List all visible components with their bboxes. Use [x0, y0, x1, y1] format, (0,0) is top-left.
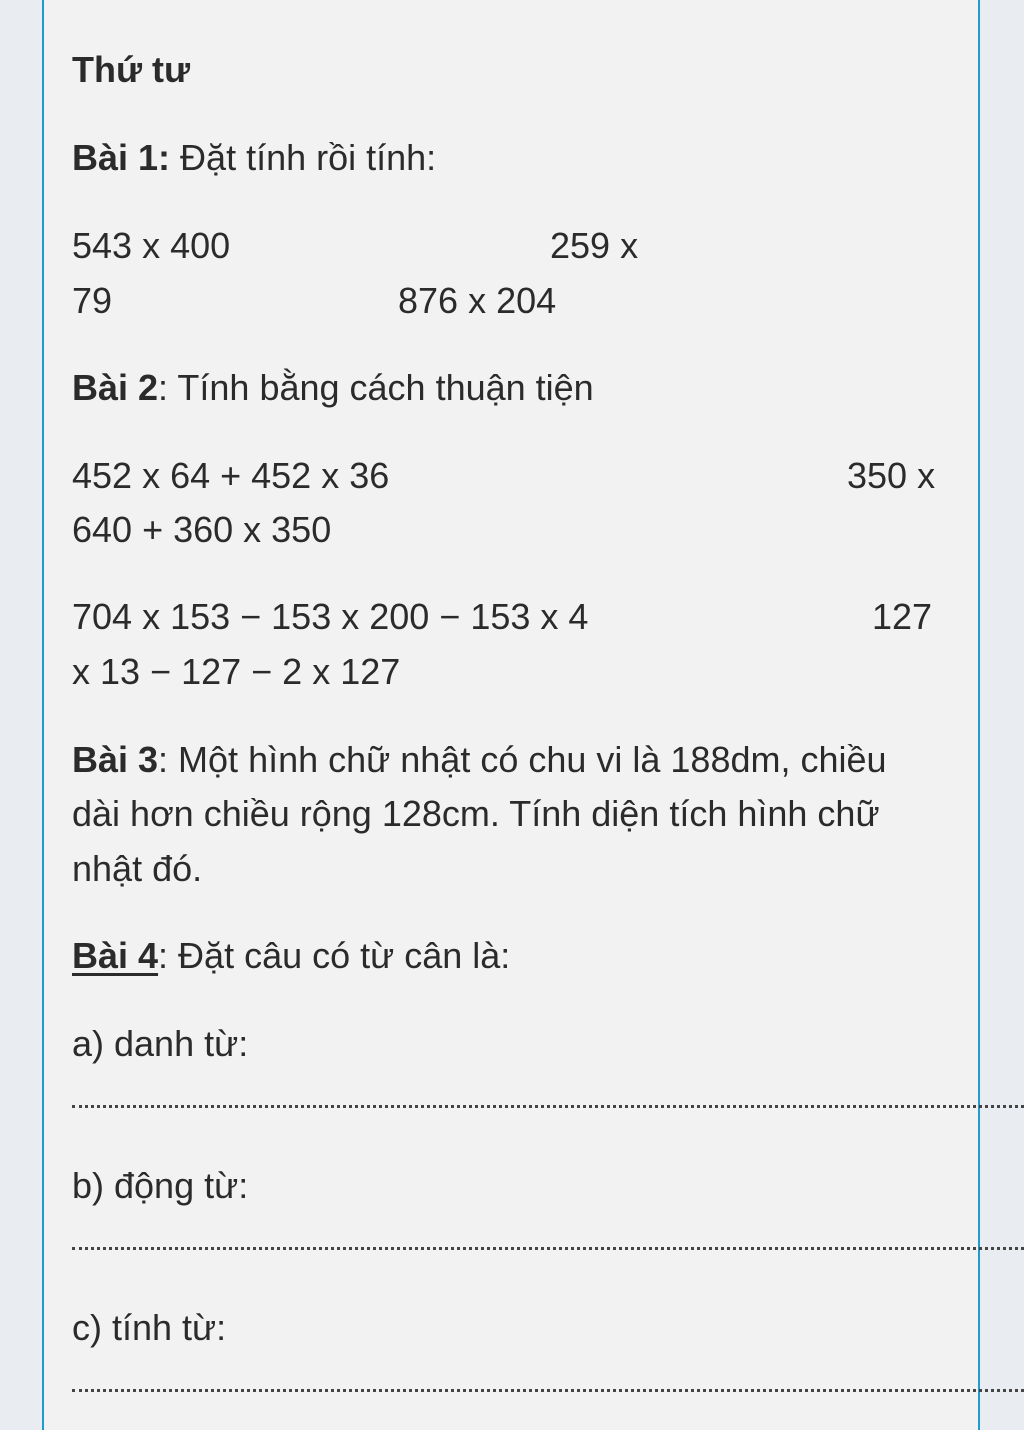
- bai4-item-c: c) tính từ:: [72, 1307, 227, 1348]
- bai2-heading: [72, 366, 594, 410]
- bai1-line2-left: 79: [72, 280, 113, 321]
- bai4-label: Bài 4: [72, 935, 159, 976]
- bai2-label: Bài 2: [72, 367, 159, 408]
- bai1-text: Đặt tính rồi tính:: [170, 137, 437, 178]
- bai1-line1-left: 543 x 400: [72, 225, 231, 266]
- answer-line-b[interactable]: [72, 1247, 1024, 1250]
- bai3-line2: dài hơn chiều rộng 128cm. Tính diện tích hình chữ: [72, 793, 880, 834]
- bai4-text: : Đặt câu có từ cân là:: [158, 935, 511, 976]
- bai3-line1: [72, 738, 887, 782]
- bai2-expr2-cont: x 13 − 127 − 2 x 127: [72, 651, 401, 692]
- bai3-label: Bài 3: [72, 739, 159, 780]
- bai2-text: : Tính bằng cách thuận tiện: [158, 367, 594, 408]
- answer-line-a[interactable]: [72, 1105, 1024, 1108]
- bai2-expr1-right: 350 x: [847, 455, 936, 496]
- bai4-item-b: b) động từ:: [72, 1165, 249, 1206]
- bai3-text-1: : Một hình chữ nhật có chu vi là 188dm, chiều: [158, 739, 887, 780]
- page-title: Thứ tư: [72, 49, 191, 90]
- bai1-line1-right: 259 x: [550, 225, 639, 266]
- bai2-expr1-left: 452 x 64 + 452 x 36: [72, 455, 390, 496]
- bai2-expr2-right: 127: [872, 596, 933, 637]
- bai1-heading: [72, 136, 436, 180]
- bai4-heading: [72, 934, 510, 978]
- bai2-expr1-cont: 640 + 360 x 350: [72, 509, 332, 550]
- bai4-item-a: a) danh từ:: [72, 1023, 249, 1064]
- bai2-expr2-left: 704 x 153 − 153 x 200 − 153 x 4: [72, 596, 589, 637]
- bai1-line2-right: 876 x 204: [398, 280, 557, 321]
- bai1-label: Bài 1:: [72, 137, 171, 178]
- bai3-line3: nhật đó.: [72, 848, 203, 889]
- answer-line-c[interactable]: [72, 1389, 1024, 1392]
- worksheet-page: [42, 0, 980, 1430]
